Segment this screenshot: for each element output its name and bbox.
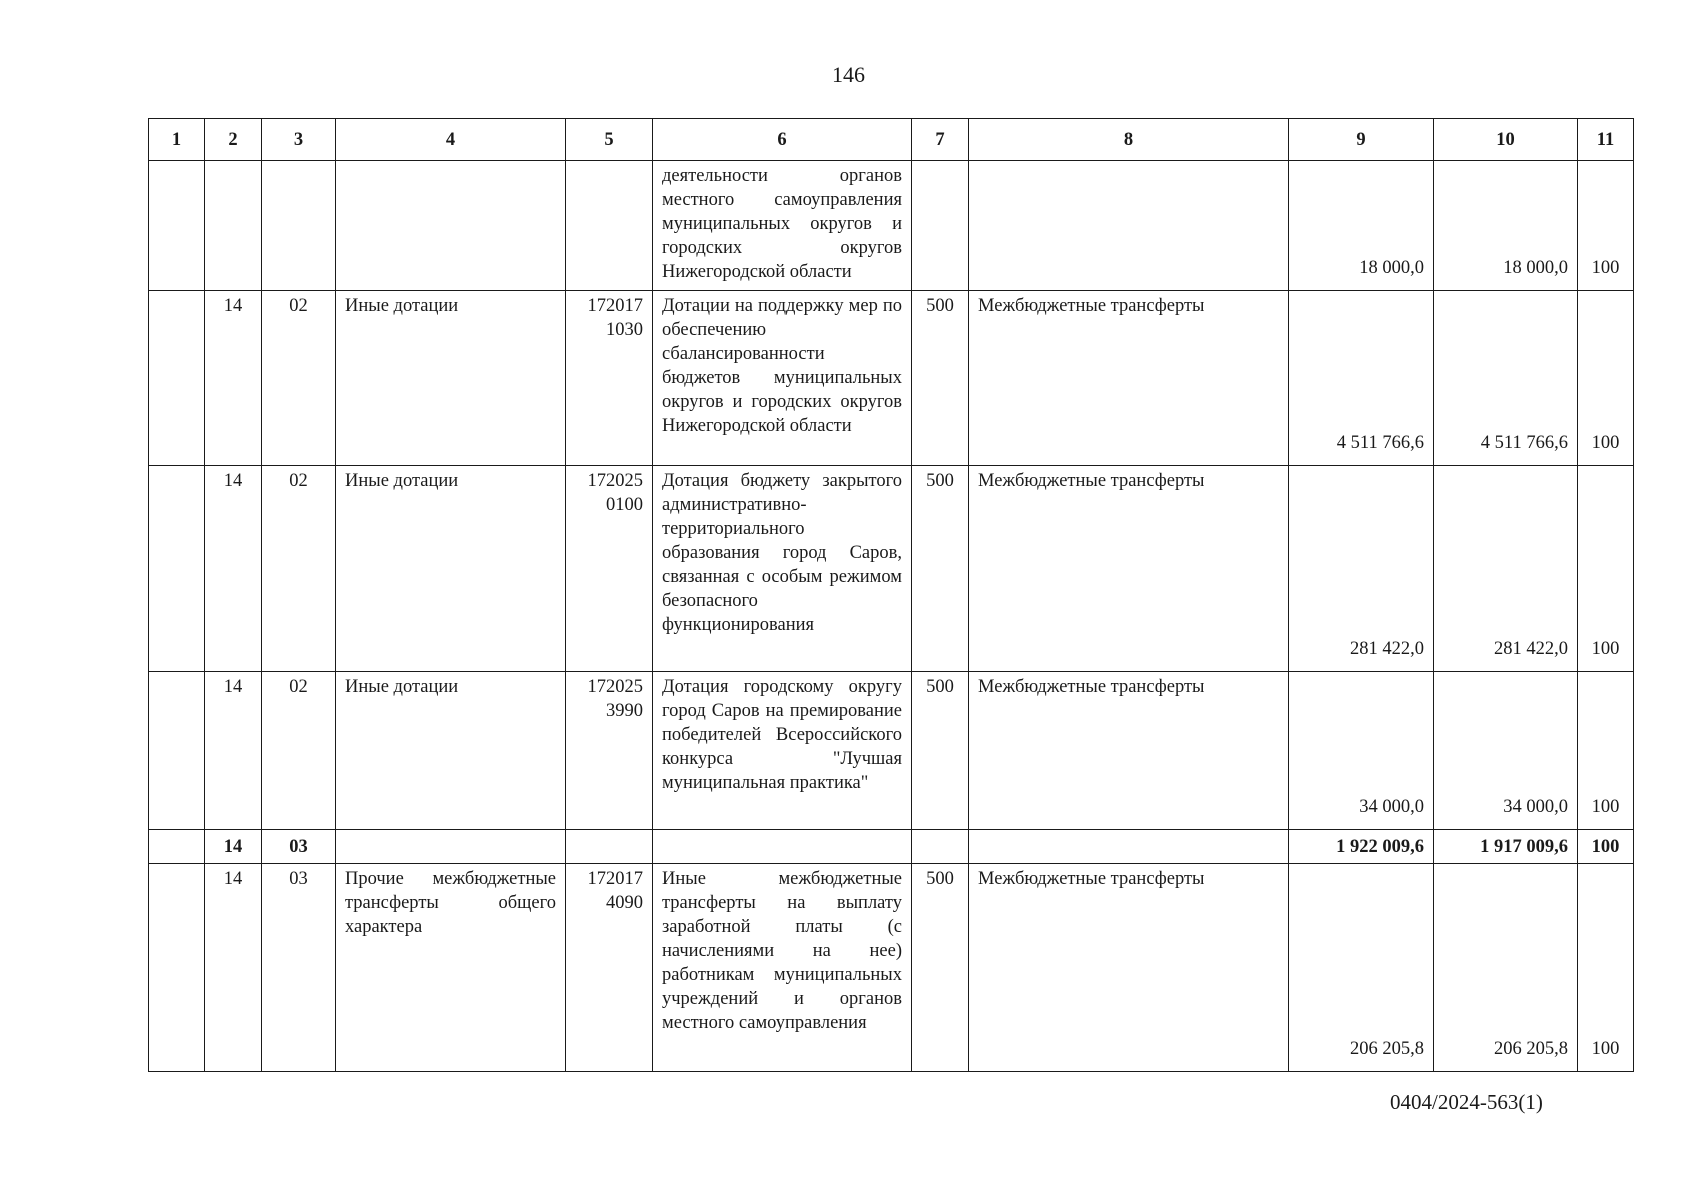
cell-description: Дотация бюджету закрытого административно-территориального образования город Саров, связанная с особым режимом безопасного функционирования <box>653 466 912 672</box>
cell-percent: 100 <box>1578 672 1634 830</box>
cell-section-name <box>336 830 566 864</box>
cell-c1 <box>149 291 205 466</box>
cell-expense-type: 500 <box>912 864 969 1072</box>
cell-amount-plan: 1 922 009,6 <box>1289 830 1434 864</box>
cell-section-name: Иные дотации <box>336 291 566 466</box>
cell-amount-actual: 281 422,0 <box>1434 466 1578 672</box>
cell-description: деятельности органов местного самоуправления муниципальных округов и городских округов Нижегородской области <box>653 161 912 291</box>
table-row <box>149 672 1634 830</box>
cell-subsection: 02 <box>262 466 336 672</box>
cell-expense-name <box>969 161 1289 291</box>
cell-subsection: 02 <box>262 672 336 830</box>
col-header-10: 10 <box>1434 119 1578 161</box>
cell-expense-name: Межбюджетные трансферты <box>969 672 1289 830</box>
cell-subsection: 02 <box>262 291 336 466</box>
col-header-7: 7 <box>912 119 969 161</box>
cell-c1 <box>149 830 205 864</box>
cell-target-code: 172017 4090 <box>566 864 653 1072</box>
table-row <box>149 864 1634 1072</box>
cell-amount-actual: 206 205,8 <box>1434 864 1578 1072</box>
col-header-3: 3 <box>262 119 336 161</box>
col-header-6: 6 <box>653 119 912 161</box>
cell-expense-type <box>912 830 969 864</box>
cell-expense-name: Межбюджетные трансферты <box>969 864 1289 1072</box>
cell-c1 <box>149 864 205 1072</box>
cell-expense-type: 500 <box>912 466 969 672</box>
col-header-8: 8 <box>969 119 1289 161</box>
cell-subsection: 03 <box>262 830 336 864</box>
cell-c1 <box>149 161 205 291</box>
cell-target-code <box>566 830 653 864</box>
col-header-4: 4 <box>336 119 566 161</box>
cell-section: 14 <box>205 291 262 466</box>
cell-amount-plan: 34 000,0 <box>1289 672 1434 830</box>
cell-percent: 100 <box>1578 161 1634 291</box>
cell-amount-plan: 18 000,0 <box>1289 161 1434 291</box>
cell-section-name: Иные дотации <box>336 672 566 830</box>
cell-section: 14 <box>205 864 262 1072</box>
cell-target-code: 172017 1030 <box>566 291 653 466</box>
cell-amount-actual: 34 000,0 <box>1434 672 1578 830</box>
table-row <box>149 291 1634 466</box>
cell-description <box>653 830 912 864</box>
cell-expense-name <box>969 830 1289 864</box>
cell-expense-type: 500 <box>912 672 969 830</box>
col-header-2: 2 <box>205 119 262 161</box>
cell-description: Дотация городскому округу город Саров на премирование победителей Всероссийского конкурса "Лучшая муниципальная практика" <box>653 672 912 830</box>
cell-section: 14 <box>205 466 262 672</box>
cell-description: Дотации на поддержку мер по обеспечению сбалансированности бюджетов муниципальных округов и городских округов Нижегородской области <box>653 291 912 466</box>
cell-expense-type: 500 <box>912 291 969 466</box>
cell-subsection: 03 <box>262 864 336 1072</box>
col-header-5: 5 <box>566 119 653 161</box>
cell-percent: 100 <box>1578 864 1634 1072</box>
cell-percent: 100 <box>1578 466 1634 672</box>
cell-section <box>205 161 262 291</box>
cell-amount-actual: 4 511 766,6 <box>1434 291 1578 466</box>
cell-section-name: Иные дотации <box>336 466 566 672</box>
cell-target-code: 172025 3990 <box>566 672 653 830</box>
col-header-11: 11 <box>1578 119 1634 161</box>
cell-section-name <box>336 161 566 291</box>
cell-percent: 100 <box>1578 830 1634 864</box>
col-header-1: 1 <box>149 119 205 161</box>
cell-section: 14 <box>205 672 262 830</box>
cell-amount-actual: 1 917 009,6 <box>1434 830 1578 864</box>
cell-amount-plan: 206 205,8 <box>1289 864 1434 1072</box>
cell-subsection <box>262 161 336 291</box>
cell-expense-type <box>912 161 969 291</box>
cell-description: Иные межбюджетные трансферты на выплату заработной платы (с начислениями на нее) работникам муниципальных учреждений и органов местного самоуправления <box>653 864 912 1072</box>
header-row <box>149 119 1634 161</box>
cell-target-code: 172025 0100 <box>566 466 653 672</box>
table-row <box>149 161 1634 291</box>
cell-section-name: Прочие межбюджетные трансферты общего характера <box>336 864 566 1072</box>
budget-table <box>148 118 1634 1072</box>
cell-c1 <box>149 466 205 672</box>
document-code: 0404/2024-563(1) <box>1390 1090 1543 1114</box>
cell-expense-name: Межбюджетные трансферты <box>969 466 1289 672</box>
page-number: 146 <box>832 62 865 87</box>
col-header-9: 9 <box>1289 119 1434 161</box>
cell-amount-actual: 18 000,0 <box>1434 161 1578 291</box>
cell-amount-plan: 281 422,0 <box>1289 466 1434 672</box>
cell-amount-plan: 4 511 766,6 <box>1289 291 1434 466</box>
cell-c1 <box>149 672 205 830</box>
cell-percent: 100 <box>1578 291 1634 466</box>
subtotal-row <box>149 830 1634 864</box>
cell-expense-name: Межбюджетные трансферты <box>969 291 1289 466</box>
cell-target-code <box>566 161 653 291</box>
cell-section: 14 <box>205 830 262 864</box>
table-row <box>149 466 1634 672</box>
